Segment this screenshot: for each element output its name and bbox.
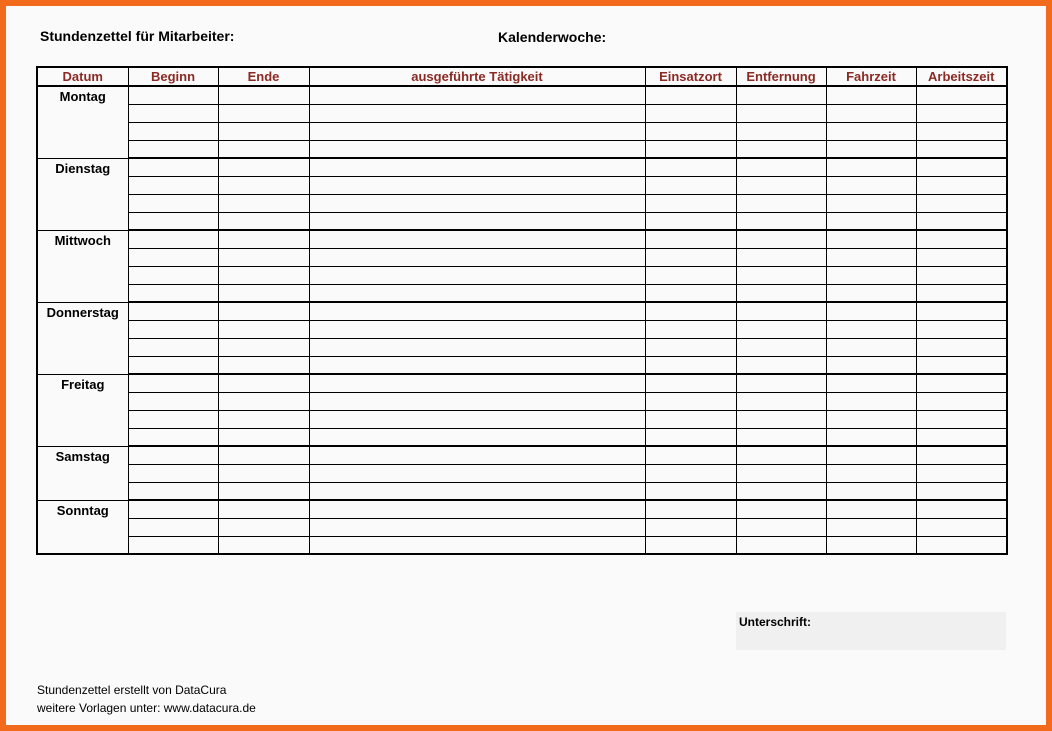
cell-taetigkeit[interactable] xyxy=(309,212,645,230)
cell-fahrzeit[interactable] xyxy=(826,248,916,266)
cell-beginn[interactable] xyxy=(128,212,218,230)
cell-entfernung[interactable] xyxy=(736,410,826,428)
cell-beginn[interactable] xyxy=(128,500,218,518)
cell-beginn[interactable] xyxy=(128,230,218,248)
cell-ende[interactable] xyxy=(218,302,309,320)
cell-ende[interactable] xyxy=(218,86,309,104)
cell-entfernung[interactable] xyxy=(736,428,826,446)
table-row xyxy=(37,320,1007,338)
table-row xyxy=(37,392,1007,410)
cell-beginn[interactable] xyxy=(128,536,218,554)
table-row xyxy=(37,500,1007,518)
cell-ende[interactable] xyxy=(218,176,309,194)
cell-beginn[interactable] xyxy=(128,410,218,428)
day-label: Donnerstag xyxy=(37,302,128,374)
cell-fahrzeit[interactable] xyxy=(826,392,916,410)
cell-fahrzeit[interactable] xyxy=(826,500,916,518)
employee-label: Stundenzettel für Mitarbeiter: xyxy=(40,28,235,44)
cell-arbeitszeit[interactable] xyxy=(916,518,1007,536)
cell-beginn[interactable] xyxy=(128,428,218,446)
cell-arbeitszeit[interactable] xyxy=(916,194,1007,212)
cell-beginn[interactable] xyxy=(128,374,218,392)
table-row xyxy=(37,248,1007,266)
table-row xyxy=(37,356,1007,374)
cell-beginn[interactable] xyxy=(128,518,218,536)
cell-entfernung[interactable] xyxy=(736,122,826,140)
cell-beginn[interactable] xyxy=(128,392,218,410)
cell-ende[interactable] xyxy=(218,158,309,176)
cell-fahrzeit[interactable] xyxy=(826,518,916,536)
day-label: Sonntag xyxy=(37,500,128,554)
table-row xyxy=(37,428,1007,446)
cell-einsatzort[interactable] xyxy=(645,482,736,500)
timesheet-body xyxy=(37,86,1007,554)
cell-entfernung[interactable] xyxy=(736,536,826,554)
cell-entfernung[interactable] xyxy=(736,104,826,122)
cell-entfernung[interactable] xyxy=(736,284,826,302)
cell-arbeitszeit[interactable] xyxy=(916,140,1007,158)
cell-taetigkeit[interactable] xyxy=(309,410,645,428)
day-label: Dienstag xyxy=(37,158,128,230)
cell-taetigkeit[interactable] xyxy=(309,374,645,392)
cell-einsatzort[interactable] xyxy=(645,338,736,356)
cell-einsatzort[interactable] xyxy=(645,230,736,248)
cell-einsatzort[interactable] xyxy=(645,266,736,284)
cell-taetigkeit[interactable] xyxy=(309,194,645,212)
table-row xyxy=(37,176,1007,194)
table-row xyxy=(37,140,1007,158)
cell-arbeitszeit[interactable] xyxy=(916,284,1007,302)
cell-arbeitszeit[interactable] xyxy=(916,302,1007,320)
cell-beginn[interactable] xyxy=(128,302,218,320)
cell-einsatzort[interactable] xyxy=(645,284,736,302)
cell-beginn[interactable] xyxy=(128,194,218,212)
cell-fahrzeit[interactable] xyxy=(826,86,916,104)
cell-entfernung[interactable] xyxy=(736,500,826,518)
day-label: Mittwoch xyxy=(37,230,128,302)
cell-einsatzort[interactable] xyxy=(645,374,736,392)
table-row xyxy=(37,518,1007,536)
cell-einsatzort[interactable] xyxy=(645,302,736,320)
cell-beginn[interactable] xyxy=(128,266,218,284)
table-row xyxy=(37,482,1007,500)
cell-entfernung[interactable] xyxy=(736,356,826,374)
table-row xyxy=(37,410,1007,428)
cell-taetigkeit[interactable] xyxy=(309,428,645,446)
cell-entfernung[interactable] xyxy=(736,338,826,356)
cell-einsatzort[interactable] xyxy=(645,464,736,482)
cell-einsatzort[interactable] xyxy=(645,176,736,194)
cell-beginn[interactable] xyxy=(128,122,218,140)
cell-ende[interactable] xyxy=(218,500,309,518)
cell-taetigkeit[interactable] xyxy=(309,536,645,554)
cell-einsatzort[interactable] xyxy=(645,320,736,338)
cell-arbeitszeit[interactable] xyxy=(916,428,1007,446)
cell-fahrzeit[interactable] xyxy=(826,284,916,302)
cell-entfernung[interactable] xyxy=(736,464,826,482)
cell-ende[interactable] xyxy=(218,428,309,446)
table-row xyxy=(37,158,1007,176)
cell-taetigkeit[interactable] xyxy=(309,248,645,266)
cell-ende[interactable] xyxy=(218,212,309,230)
signature-field[interactable] xyxy=(736,612,1006,650)
cell-arbeitszeit[interactable] xyxy=(916,338,1007,356)
cell-ende[interactable] xyxy=(218,194,309,212)
cell-ende[interactable] xyxy=(218,122,309,140)
footer-credit: Stundenzettel erstellt von DataCura xyxy=(37,683,227,697)
cell-fahrzeit[interactable] xyxy=(826,446,916,464)
cell-arbeitszeit[interactable] xyxy=(916,104,1007,122)
cell-beginn[interactable] xyxy=(128,464,218,482)
cell-fahrzeit[interactable] xyxy=(826,374,916,392)
cell-arbeitszeit[interactable] xyxy=(916,266,1007,284)
table-row xyxy=(37,122,1007,140)
cell-einsatzort[interactable] xyxy=(645,122,736,140)
table-header-row xyxy=(37,67,1007,86)
cell-fahrzeit[interactable] xyxy=(826,464,916,482)
table-row xyxy=(37,212,1007,230)
cell-taetigkeit[interactable] xyxy=(309,464,645,482)
cell-taetigkeit[interactable] xyxy=(309,500,645,518)
cell-beginn[interactable] xyxy=(128,482,218,500)
cell-einsatzort[interactable] xyxy=(645,518,736,536)
cell-fahrzeit[interactable] xyxy=(826,356,916,374)
cell-beginn[interactable] xyxy=(128,248,218,266)
cell-taetigkeit[interactable] xyxy=(309,86,645,104)
cell-ende[interactable] xyxy=(218,140,309,158)
cell-fahrzeit[interactable] xyxy=(826,536,916,554)
cell-fahrzeit[interactable] xyxy=(826,194,916,212)
table-row xyxy=(37,464,1007,482)
cell-entfernung[interactable] xyxy=(736,194,826,212)
cell-taetigkeit[interactable] xyxy=(309,356,645,374)
cell-beginn[interactable] xyxy=(128,320,218,338)
cell-arbeitszeit[interactable] xyxy=(916,158,1007,176)
cell-einsatzort[interactable] xyxy=(645,140,736,158)
table-row xyxy=(37,374,1007,392)
column-header-entfernung: Entfernung xyxy=(736,67,826,86)
table-row xyxy=(37,104,1007,122)
cell-ende[interactable] xyxy=(218,356,309,374)
cell-ende[interactable] xyxy=(218,230,309,248)
table-row xyxy=(37,194,1007,212)
cell-einsatzort[interactable] xyxy=(645,392,736,410)
cell-ende[interactable] xyxy=(218,374,309,392)
cell-fahrzeit[interactable] xyxy=(826,410,916,428)
table-row xyxy=(37,338,1007,356)
cell-entfernung[interactable] xyxy=(736,302,826,320)
cell-taetigkeit[interactable] xyxy=(309,266,645,284)
cell-einsatzort[interactable] xyxy=(645,86,736,104)
cell-ende[interactable] xyxy=(218,104,309,122)
cell-fahrzeit[interactable] xyxy=(826,320,916,338)
cell-entfernung[interactable] xyxy=(736,266,826,284)
cell-taetigkeit[interactable] xyxy=(309,518,645,536)
cell-ende[interactable] xyxy=(218,284,309,302)
cell-taetigkeit[interactable] xyxy=(309,122,645,140)
cell-beginn[interactable] xyxy=(128,104,218,122)
cell-entfernung[interactable] xyxy=(736,320,826,338)
cell-ende[interactable] xyxy=(218,518,309,536)
table-row xyxy=(37,302,1007,320)
table-row xyxy=(37,230,1007,248)
cell-fahrzeit[interactable] xyxy=(826,158,916,176)
cell-arbeitszeit[interactable] xyxy=(916,446,1007,464)
cell-arbeitszeit[interactable] xyxy=(916,320,1007,338)
cell-entfernung[interactable] xyxy=(736,140,826,158)
cell-arbeitszeit[interactable] xyxy=(916,176,1007,194)
cell-entfernung[interactable] xyxy=(736,176,826,194)
cell-einsatzort[interactable] xyxy=(645,446,736,464)
cell-fahrzeit[interactable] xyxy=(826,338,916,356)
cell-arbeitszeit[interactable] xyxy=(916,536,1007,554)
cell-einsatzort[interactable] xyxy=(645,212,736,230)
day-label: Samstag xyxy=(37,446,128,500)
footer-more-templates: weitere Vorlagen unter: www.datacura.de xyxy=(37,701,256,715)
cell-fahrzeit[interactable] xyxy=(826,122,916,140)
cell-einsatzort[interactable] xyxy=(645,536,736,554)
cell-arbeitszeit[interactable] xyxy=(916,86,1007,104)
cell-taetigkeit[interactable] xyxy=(309,104,645,122)
cell-ende[interactable] xyxy=(218,464,309,482)
column-header-einsatzort: Einsatzort xyxy=(645,67,736,86)
cell-taetigkeit[interactable] xyxy=(309,392,645,410)
table-row xyxy=(37,266,1007,284)
cell-ende[interactable] xyxy=(218,536,309,554)
cell-beginn[interactable] xyxy=(128,86,218,104)
cell-taetigkeit[interactable] xyxy=(309,140,645,158)
cell-ende[interactable] xyxy=(218,248,309,266)
column-header-arbeitszeit: Arbeitszeit xyxy=(916,67,1007,86)
cell-taetigkeit[interactable] xyxy=(309,230,645,248)
day-label: Montag xyxy=(37,86,128,158)
cell-beginn[interactable] xyxy=(128,338,218,356)
cell-einsatzort[interactable] xyxy=(645,194,736,212)
cell-arbeitszeit[interactable] xyxy=(916,122,1007,140)
cell-entfernung[interactable] xyxy=(736,482,826,500)
cell-taetigkeit[interactable] xyxy=(309,482,645,500)
cell-einsatzort[interactable] xyxy=(645,500,736,518)
column-header-beginn: Beginn xyxy=(128,67,218,86)
cell-taetigkeit[interactable] xyxy=(309,446,645,464)
cell-entfernung[interactable] xyxy=(736,518,826,536)
cell-fahrzeit[interactable] xyxy=(826,176,916,194)
cell-arbeitszeit[interactable] xyxy=(916,212,1007,230)
cell-entfernung[interactable] xyxy=(736,230,826,248)
cell-arbeitszeit[interactable] xyxy=(916,410,1007,428)
cell-beginn[interactable] xyxy=(128,356,218,374)
cell-ende[interactable] xyxy=(218,410,309,428)
column-header-taetigkeit: ausgeführte Tätigkeit xyxy=(309,67,645,86)
cell-ende[interactable] xyxy=(218,446,309,464)
cell-beginn[interactable] xyxy=(128,176,218,194)
cell-arbeitszeit[interactable] xyxy=(916,374,1007,392)
cell-entfernung[interactable] xyxy=(736,212,826,230)
cell-taetigkeit[interactable] xyxy=(309,338,645,356)
cell-taetigkeit[interactable] xyxy=(309,302,645,320)
cell-arbeitszeit[interactable] xyxy=(916,356,1007,374)
cell-beginn[interactable] xyxy=(128,284,218,302)
cell-einsatzort[interactable] xyxy=(645,104,736,122)
cell-arbeitszeit[interactable] xyxy=(916,464,1007,482)
cell-entfernung[interactable] xyxy=(736,158,826,176)
table-row xyxy=(37,284,1007,302)
cell-arbeitszeit[interactable] xyxy=(916,482,1007,500)
cell-entfernung[interactable] xyxy=(736,392,826,410)
cell-fahrzeit[interactable] xyxy=(826,140,916,158)
cell-entfernung[interactable] xyxy=(736,374,826,392)
cell-arbeitszeit[interactable] xyxy=(916,392,1007,410)
cell-fahrzeit[interactable] xyxy=(826,482,916,500)
table-row xyxy=(37,536,1007,554)
cell-arbeitszeit[interactable] xyxy=(916,248,1007,266)
cell-fahrzeit[interactable] xyxy=(826,266,916,284)
cell-einsatzort[interactable] xyxy=(645,428,736,446)
cell-ende[interactable] xyxy=(218,266,309,284)
cell-einsatzort[interactable] xyxy=(645,410,736,428)
column-header-fahrzeit: Fahrzeit xyxy=(826,67,916,86)
cell-taetigkeit[interactable] xyxy=(309,284,645,302)
cell-einsatzort[interactable] xyxy=(645,356,736,374)
cell-fahrzeit[interactable] xyxy=(826,230,916,248)
column-header-ende: Ende xyxy=(218,67,309,86)
cell-einsatzort[interactable] xyxy=(645,158,736,176)
signature-label: Unterschrift: xyxy=(739,615,812,629)
cell-fahrzeit[interactable] xyxy=(826,428,916,446)
day-label: Freitag xyxy=(37,374,128,446)
column-header-datum: Datum xyxy=(37,67,128,86)
cell-ende[interactable] xyxy=(218,392,309,410)
cell-entfernung[interactable] xyxy=(736,86,826,104)
cell-ende[interactable] xyxy=(218,320,309,338)
cell-fahrzeit[interactable] xyxy=(826,212,916,230)
table-row xyxy=(37,86,1007,104)
cell-arbeitszeit[interactable] xyxy=(916,230,1007,248)
cell-taetigkeit[interactable] xyxy=(309,320,645,338)
timesheet-table xyxy=(36,66,1008,555)
cell-entfernung[interactable] xyxy=(736,446,826,464)
calendar-week-label: Kalenderwoche: xyxy=(498,29,607,45)
cell-arbeitszeit[interactable] xyxy=(916,500,1007,518)
cell-taetigkeit[interactable] xyxy=(309,158,645,176)
cell-entfernung[interactable] xyxy=(736,248,826,266)
cell-ende[interactable] xyxy=(218,338,309,356)
cell-beginn[interactable] xyxy=(128,158,218,176)
cell-beginn[interactable] xyxy=(128,140,218,158)
cell-fahrzeit[interactable] xyxy=(826,302,916,320)
cell-taetigkeit[interactable] xyxy=(309,176,645,194)
cell-einsatzort[interactable] xyxy=(645,248,736,266)
cell-beginn[interactable] xyxy=(128,446,218,464)
cell-ende[interactable] xyxy=(218,482,309,500)
cell-fahrzeit[interactable] xyxy=(826,104,916,122)
table-row xyxy=(37,446,1007,464)
